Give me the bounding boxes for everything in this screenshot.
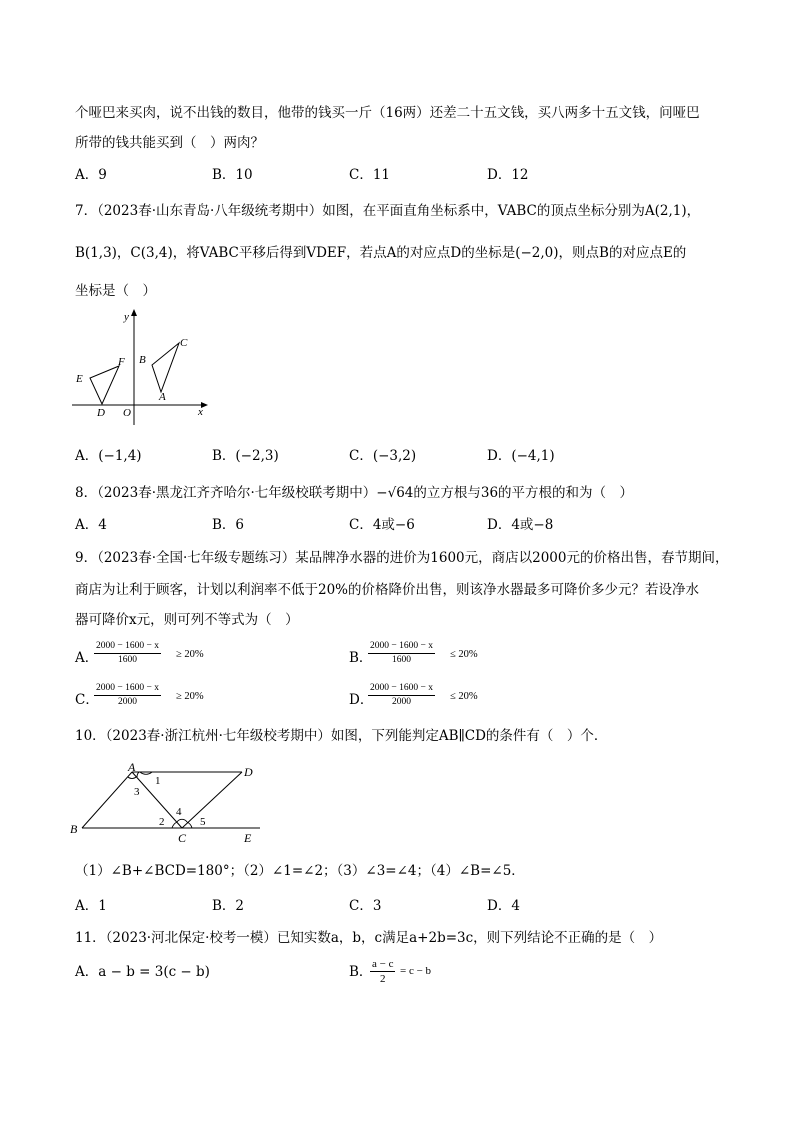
- angle-arc-3: [128, 777, 136, 779]
- q9-option-d-letter: D．: [349, 692, 374, 708]
- label-a: A: [159, 391, 166, 403]
- label-a: A: [128, 760, 136, 774]
- q6-option-a: A．9: [75, 167, 107, 183]
- q9-option-c-denominator: 2000: [117, 697, 137, 707]
- q6-text-line2: 所带的钱共能买到（ ）两肉？: [75, 135, 264, 151]
- label-c: C: [180, 337, 188, 349]
- q9-text-line2: 商店为让利于顾客，计划以利润率不低于20%的价格降价出售，则该净水器最多可降价多少元？若设净水: [75, 582, 700, 598]
- origin-label: O: [123, 407, 131, 419]
- q7-option-a: A．(−1,4): [75, 448, 142, 464]
- label-d: D: [97, 407, 105, 419]
- q7-option-c: C．(−3,2): [349, 448, 417, 464]
- q11-text-line1: 11．（2023·河北保定·校考一模）已知实数a，b，c满足a+2b=3c，则下列结论不正确的是（ ）: [75, 930, 663, 946]
- q9-option-b-relation: ≤ 20%: [450, 649, 478, 660]
- triangle-def: [90, 366, 119, 404]
- x-axis-label: x: [198, 406, 203, 418]
- q11-option-b-denominator: 2: [379, 973, 386, 985]
- q10-option-b: B．2: [212, 898, 245, 914]
- q10-conditions: （1）∠B+∠BCD=180°；（2）∠1=∠2；（3）∠3=∠4；（4）∠B=∠5．: [75, 863, 525, 879]
- q9-option-d-numerator: 2000 − 1600 − x: [368, 683, 435, 696]
- q9-text-line1: 9．（2023春·全国·七年级专题练习）某品牌净水器的进价为1600元，商店以2000元的价格出售，春节期间，: [75, 550, 729, 566]
- q9-option-d-denominator: 2000: [391, 697, 411, 707]
- angle-arc-2: [172, 822, 177, 828]
- q9-option-d-relation: ≤ 20%: [450, 691, 478, 702]
- q9-option-b-fraction: [368, 641, 435, 666]
- y-axis-label: y: [124, 311, 129, 323]
- y-axis-arrow: [131, 309, 137, 316]
- q9-option-d-fraction: [368, 683, 435, 708]
- q11-option-b-numerator: a − c: [372, 958, 394, 970]
- q8-option-c: C．4或−6: [349, 517, 415, 533]
- q10-text-line1: 10．（2023春·浙江杭州·七年级校考期中）如图，下列能判定AB∥CD的条件有（ ）个．: [75, 728, 608, 744]
- triangle-abc: [152, 343, 179, 392]
- q9-option-b-denominator: 1600: [391, 655, 411, 665]
- q9-option-c-fraction: [94, 683, 161, 708]
- segment-ab: [82, 772, 132, 828]
- q9-option-a-letter: A．: [75, 650, 99, 666]
- q6-option-b: B．10: [212, 167, 253, 183]
- q7-option-b: B．(−2,3): [212, 448, 279, 464]
- q6-option-d: D．12: [487, 167, 529, 183]
- q8-option-a: A．4: [75, 517, 107, 533]
- q9-option-b-letter: B．: [349, 650, 373, 666]
- q9-option-a-relation: ≥ 20%: [176, 649, 204, 660]
- label-d: D: [244, 765, 253, 779]
- q9-option-c-numerator: 2000 − 1600 − x: [94, 683, 161, 696]
- q7-option-d: D．(−4,1): [487, 448, 555, 464]
- q7-text-line2: B(1,3)，C(3,4)，将VABC平移后得到VDEF，若点A的对应点D的坐标是(−2,0)，则点B的对应点E的: [75, 245, 687, 261]
- q8-text-line1: 8．（2023春·黑龙江齐齐哈尔·七年级校联考期中）−√64的立方根与36的平方根的和为（ ）: [75, 485, 634, 501]
- label-b: B: [70, 822, 78, 836]
- q9-option-b-numerator: 2000 − 1600 − x: [368, 641, 435, 654]
- q8-option-d: D．4或−8: [487, 517, 554, 533]
- q11-option-b-fraction: [370, 958, 395, 985]
- q7-text-line3: 坐标是（ ）: [75, 283, 156, 299]
- q6-option-c: C．11: [349, 167, 391, 183]
- q9-option-c-letter: C．: [75, 692, 99, 708]
- q10-option-d: D．4: [487, 898, 520, 914]
- q9-option-c-relation: ≥ 20%: [176, 691, 204, 702]
- angle-label-5: 5: [200, 816, 206, 828]
- q8-option-b: B．6: [212, 517, 245, 533]
- angle-arc-1: [137, 772, 139, 777]
- label-e: E: [76, 373, 83, 385]
- q9-option-a-denominator: 1600: [117, 655, 137, 665]
- angle-label-2: 2: [159, 816, 165, 828]
- q7-coordinate-figure: [68, 305, 216, 430]
- angle-label-1: 1: [155, 775, 161, 787]
- angle-label-3: 3: [134, 786, 140, 798]
- q11-option-b-letter: B．: [349, 964, 373, 980]
- q11-option-b-rest: = c − b: [400, 965, 432, 977]
- q9-option-a-fraction: [94, 641, 161, 666]
- q6-text-line1: 个哑巴来买肉，说不出钱的数目，他带的钱买一斤（16两）还差二十五文钱，买八两多十五文钱，问哑巴: [75, 105, 700, 121]
- label-f: F: [118, 356, 125, 368]
- q7-text-line1: 7．（2023春·山东青岛·八年级统考期中）如图，在平面直角坐标系中，VABC的顶点坐标分别为A(2,1)，: [75, 203, 701, 219]
- q10-option-c: C．3: [349, 898, 382, 914]
- angle-arc-4: [177, 819, 187, 822]
- q9-option-a-numerator: 2000 − 1600 − x: [94, 641, 161, 654]
- label-b: B: [139, 354, 146, 366]
- segment-cd: [182, 772, 242, 828]
- label-e: E: [244, 831, 252, 845]
- q10-parallel-figure: [66, 758, 266, 846]
- q9-text-line3: 器可降价x元，则可列不等式为（ ）: [75, 612, 299, 628]
- q11-option-a: A．a − b = 3(c − b): [75, 964, 210, 980]
- label-c: C: [178, 831, 187, 845]
- q10-option-a: A．1: [75, 898, 107, 914]
- angle-label-4: 4: [176, 806, 182, 818]
